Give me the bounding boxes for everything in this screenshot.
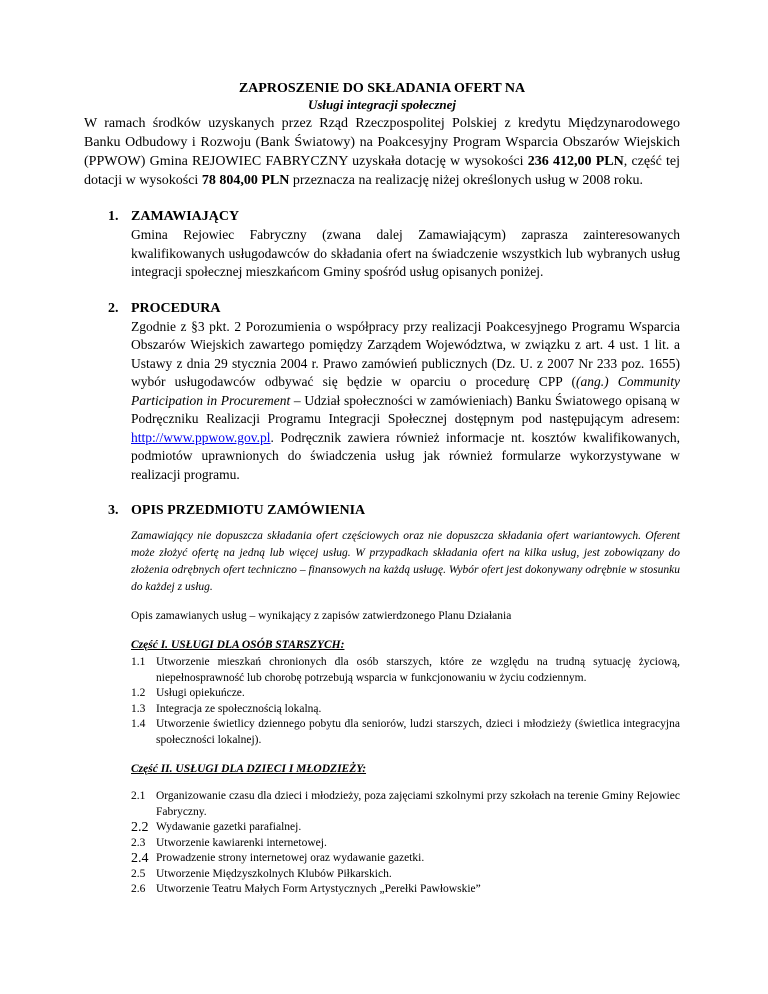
part-2-heading: [131, 762, 680, 777]
part-1-title: USŁUGI DLA OSÓB STARSZYCH:: [168, 639, 345, 651]
ppwow-link[interactable]: http://www.ppwow.gov.pl: [131, 429, 271, 445]
item-number: 1.4: [131, 718, 146, 730]
intro-text-3: przeznacza na realizację niżej określonych usług w 2008 roku.: [289, 173, 644, 188]
list-item: [131, 867, 680, 883]
section-number: 1.: [108, 209, 119, 224]
section-zamawiajacy: [84, 208, 680, 282]
grant-amount: 236 412,00 PLN: [527, 154, 624, 169]
item-text: Prowadzenie strony internetowej oraz wydawanie gazetki.: [156, 852, 425, 864]
list-item: [131, 717, 680, 748]
part-2-list: [131, 789, 680, 898]
item-number: 2.5: [131, 867, 146, 880]
item-text: Utworzenie mieszkań chronionych dla osób starszych, które ze względu na trudną sytuację życiową, niepełnosprawność lub chorobę potrzebują wsparcia w funkcjonowaniu w życiu codziennym.: [156, 656, 680, 684]
document-page: [84, 80, 680, 898]
section-heading: [84, 300, 680, 318]
item-text: Utworzenie świetlicy dziennego pobytu dla seniorów, ludzi starszych, dzieci i młodzieży (świetlica integracyjna społeczności lokalnej).: [156, 718, 680, 746]
item-number: 2.3: [131, 836, 146, 849]
section-heading: [84, 502, 680, 520]
list-item: [131, 686, 680, 702]
list-item: [131, 820, 680, 836]
item-text: Utworzenie kawiarenki internetowej.: [156, 836, 327, 849]
part-1-label: Część I.: [131, 639, 169, 651]
item-number: 1.1: [131, 656, 146, 668]
part-2-label: Część II.: [131, 763, 173, 775]
section-title: OPIS PRZEDMIOTU ZAMÓWIENIA: [131, 503, 366, 518]
section-number: 3.: [108, 503, 119, 518]
part-1-list: [131, 655, 680, 748]
item-number: 2.4: [131, 851, 149, 866]
part-2-title: USŁUGI DLA DZIECI I MŁODZIEŻY:: [172, 763, 367, 775]
procedure-text-1: Zgodnie z §3 pkt. 2 Porozumienia o współpracy przy realizacji Poakcesyjnego Programu Wsparcia Obszarów Wiejskich zawartego pomiędzy Zarządem Województwa, w związku z art. 4 ust. 1 lit. a Ustawy z dnia 29 stycznia 2004 r. Prawo zamówień publicznych (Dz. U. z 2007 Nr 233 poz. 1655) wybór usługodawców odbywać się będzie w oparciu o procedurę CPP (: [131, 318, 680, 389]
item-number: 1.3: [131, 702, 146, 715]
item-text: Usługi opiekuńcze.: [156, 687, 245, 699]
offer-rules-note: Zamawiający nie dopuszcza składania ofert częściowych oraz nie dopuszcza składania ofert wariantowych. Oferent może złożyć ofertę na jedną lub więcej usług. W przypadkach składania ofert na kilka usług, jest zobowiązany do złożenia odrębnych ofert techniczno – finansowych na każdą usługę. Wybór ofert jest dokonywany odrębnie w stosunku do każdej z usług.: [131, 530, 680, 593]
list-item: [131, 789, 680, 820]
part-1-heading: [131, 638, 680, 653]
intro-text-1: W ramach środków uzyskanych przez Rząd Rzeczpospolitej Polskiej z kredytu Międzynarodowego Banku Odbudowy i Rozwoju (Bank Światowy) na Poakcesyjny Program Wsparcia Obszarów Wiejskich (PPWOW) Gmina REJOWIEC FABRYCZNY uzyskała dotację w wysokości: [84, 116, 680, 169]
section-procedura: [84, 300, 680, 485]
section-number: 2.: [108, 300, 119, 316]
list-item: [131, 702, 680, 718]
service-amount: 78 804,00 PLN: [201, 173, 290, 188]
section-body: Gmina Rejowiec Fabryczny (zwana dalej Zamawiającym) zaprasza zainteresowanych kwalifikowanych usługodawców do składania ofert na świadczenie wszystkich lub wybranych usług integracji społecznej mieszkańcom Gminy spośród usług opisanych poniżej.: [131, 227, 680, 279]
procedure-italic-text: (ang.) Community Participation in Procurement: [131, 374, 680, 408]
intro-text-2: , część tej dotacji w wysokości: [84, 154, 681, 188]
section-body: [131, 318, 680, 485]
item-text: Organizowanie czasu dla dzieci i młodzieży, poza zajęciami szkolnymi przy szkołach na terenie Gminy Rejowiec Fabryczny.: [156, 790, 680, 818]
item-text: Wydawanie gazetki parafialnej.: [156, 821, 302, 833]
item-text: Integracja ze społecznością lokalną.: [156, 702, 322, 715]
item-number: 2.2: [131, 820, 149, 835]
document-subtitle: Usługi integracji społecznej: [307, 97, 457, 112]
item-number: 2.1: [131, 790, 146, 802]
section-opis-zamowienia: [84, 502, 680, 898]
procedure-text-3: . Podręcznik zawiera również informacje nt. kosztów kwalifikowanych, podmiotów uprawnionych do świadczenia usług jak również formularze wykorzystywane w realizacji programu.: [131, 429, 680, 482]
list-item: [131, 836, 680, 852]
section-body: [131, 528, 680, 898]
document-title: ZAPROSZENIE DO SKŁADANIA OFERT NA: [238, 81, 526, 96]
section-title: PROCEDURA: [131, 300, 221, 316]
item-number: 2.6: [131, 883, 146, 895]
section-heading: [84, 208, 680, 226]
list-item: [131, 655, 680, 686]
item-number: 1.2: [131, 687, 146, 699]
list-item: [131, 851, 680, 867]
list-item: [131, 882, 680, 898]
item-text: Utworzenie Teatru Małych Form Artystycznych „Perełki Pawłowskie”: [156, 883, 481, 895]
section-title: ZAMAWIAJĄCY: [131, 209, 240, 224]
plan-note: Opis zamawianych usług – wynikający z zapisów zatwierdzonego Planu Działania: [131, 610, 512, 622]
item-text: Utworzenie Międzyszkolnych Klubów Piłkarskich.: [156, 867, 392, 880]
intro-paragraph: [84, 114, 680, 190]
procedure-text-2: – Udział społeczności w zamówieniach) Banku Światowego opisaną w Podręczniku Realizacji Programu Integracji Społecznej dostępnym pod następującym adresem:: [131, 392, 680, 426]
